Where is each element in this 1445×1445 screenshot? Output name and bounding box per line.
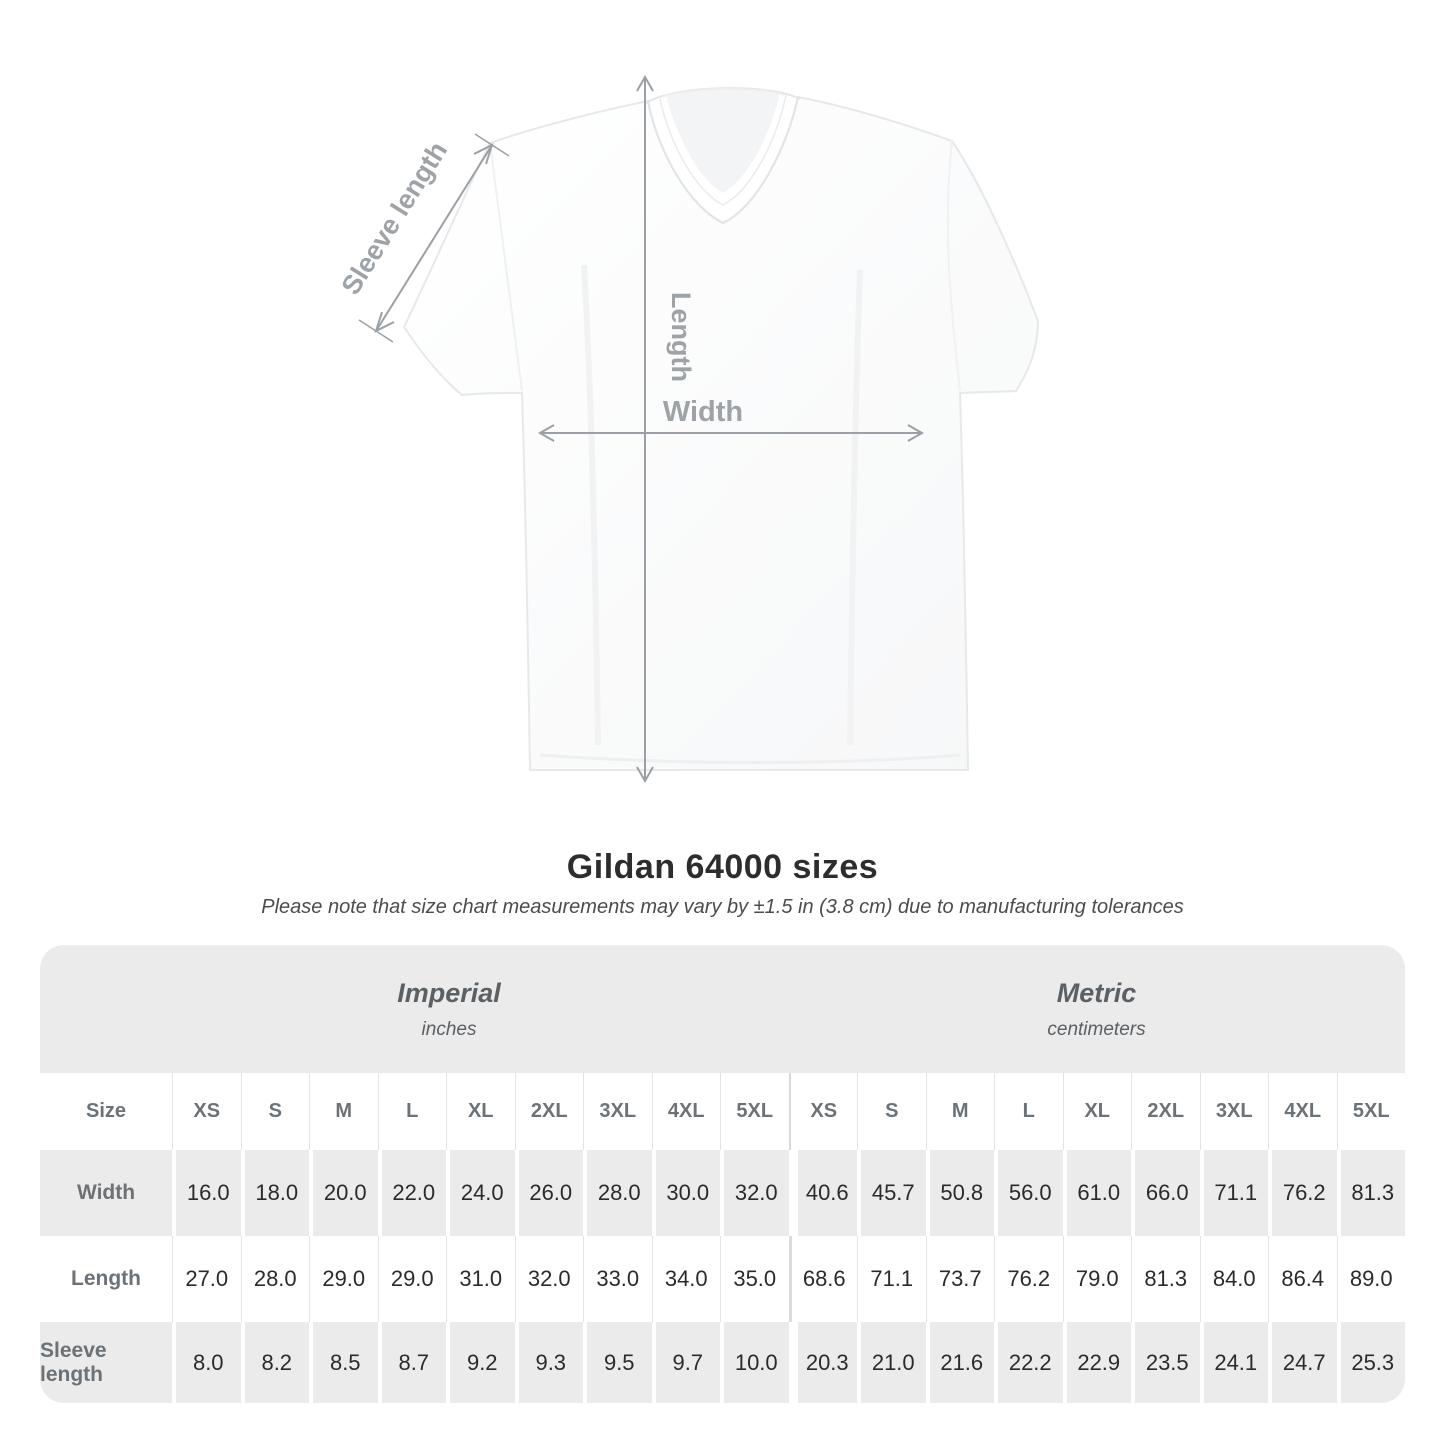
value-cell-imperial: 8.7 xyxy=(378,1322,447,1403)
size-header-cell-metric: XS xyxy=(789,1073,858,1150)
size-header-cell-imperial: S xyxy=(241,1073,310,1150)
value-cell-metric: 73.7 xyxy=(926,1236,995,1322)
size-header-cell-imperial: XL xyxy=(446,1073,515,1150)
sleeve-length-row xyxy=(40,1322,1405,1403)
value-cell-imperial: 24.0 xyxy=(446,1150,515,1236)
value-cell-imperial: 9.5 xyxy=(583,1322,652,1403)
value-cell-metric: 24.1 xyxy=(1200,1322,1269,1403)
size-table xyxy=(40,945,1405,1403)
value-cell-imperial: 8.0 xyxy=(172,1322,241,1403)
row-label: Sleeve length xyxy=(40,1322,172,1403)
value-cell-imperial: 35.0 xyxy=(720,1236,789,1322)
value-cell-metric: 76.2 xyxy=(1268,1150,1337,1236)
size-header-cell-imperial: 2XL xyxy=(515,1073,584,1150)
value-cell-metric: 21.6 xyxy=(926,1322,995,1403)
metric-unit: centimeters xyxy=(1047,1018,1146,1040)
row-label: Width xyxy=(40,1150,172,1236)
value-cell-imperial: 29.0 xyxy=(309,1236,378,1322)
row-label: Length xyxy=(71,1267,141,1290)
size-header-cell-metric: 2XL xyxy=(1131,1073,1200,1150)
imperial-title: Imperial xyxy=(397,977,501,1008)
value-cell-metric: 68.6 xyxy=(789,1236,858,1322)
imperial-section-header xyxy=(40,945,788,1073)
size-header-cell-metric: XL xyxy=(1063,1073,1132,1150)
value-cell-metric: 21.0 xyxy=(857,1322,926,1403)
value-cell-metric: 84.0 xyxy=(1200,1236,1269,1322)
value-cell-imperial: 32.0 xyxy=(720,1150,789,1236)
tshirt-illustration xyxy=(340,55,1060,800)
value-cell-metric: 79.0 xyxy=(1063,1236,1132,1322)
tolerance-note: Please note that size chart measurements may vary by ±1.5 in (3.8 cm) due to manufacturing tolerances xyxy=(261,896,1184,918)
metric-title: Metric xyxy=(1056,977,1137,1008)
width-row xyxy=(40,1150,1405,1236)
value-cell-metric: 89.0 xyxy=(1337,1236,1406,1322)
value-cell-metric: 86.4 xyxy=(1268,1236,1337,1322)
value-cell-metric: 71.1 xyxy=(857,1236,926,1322)
length-row xyxy=(40,1236,1405,1322)
unit-band xyxy=(40,945,1405,1073)
value-cell-imperial: 29.0 xyxy=(378,1236,447,1322)
value-cell-imperial: 10.0 xyxy=(720,1322,789,1403)
value-cell-imperial: 31.0 xyxy=(446,1236,515,1322)
value-cell-metric: 22.9 xyxy=(1063,1322,1132,1403)
size-header-cell-imperial: 5XL xyxy=(720,1073,789,1150)
value-cell-imperial: 20.0 xyxy=(309,1150,378,1236)
value-cell-imperial: 9.3 xyxy=(515,1322,584,1403)
value-cell-metric: 56.0 xyxy=(994,1150,1063,1236)
metric-section-header xyxy=(788,945,1405,1073)
value-cell-imperial: 9.2 xyxy=(446,1322,515,1403)
value-cell-imperial: 18.0 xyxy=(241,1150,310,1236)
value-cell-imperial: 34.0 xyxy=(652,1236,721,1322)
size-header-cell-metric: M xyxy=(926,1073,995,1150)
size-header-cell-imperial: 3XL xyxy=(583,1073,652,1150)
value-cell-imperial: 33.0 xyxy=(583,1236,652,1322)
value-cell-imperial: 8.5 xyxy=(309,1322,378,1403)
value-cell-imperial: 26.0 xyxy=(515,1150,584,1236)
size-header-cell-metric: 5XL xyxy=(1337,1073,1406,1150)
value-cell-metric: 23.5 xyxy=(1131,1322,1200,1403)
size-header-cell-imperial: L xyxy=(378,1073,447,1150)
value-cell-metric: 45.7 xyxy=(857,1150,926,1236)
size-header-cell-metric: 4XL xyxy=(1268,1073,1337,1150)
value-cell-metric: 76.2 xyxy=(994,1236,1063,1322)
size-header-cell-metric: 3XL xyxy=(1200,1073,1269,1150)
page-title: Gildan 64000 sizes xyxy=(566,848,879,886)
value-cell-imperial: 8.2 xyxy=(241,1322,310,1403)
size-header-cell-imperial: M xyxy=(309,1073,378,1150)
length-label: Length xyxy=(666,292,696,382)
imperial-unit: inches xyxy=(421,1018,477,1040)
size-header-cell-metric: S xyxy=(857,1073,926,1150)
tshirt-measurement-diagram xyxy=(340,55,1060,800)
value-cell-metric: 40.6 xyxy=(789,1150,858,1236)
value-cell-metric: 81.3 xyxy=(1131,1236,1200,1322)
value-cell-imperial: 28.0 xyxy=(241,1236,310,1322)
value-cell-metric: 81.3 xyxy=(1337,1150,1406,1236)
value-cell-metric: 50.8 xyxy=(926,1150,995,1236)
size-header-cell-metric: L xyxy=(994,1073,1063,1150)
value-cell-imperial: 32.0 xyxy=(515,1236,584,1322)
width-label: Width xyxy=(662,396,744,428)
collar-inside xyxy=(666,87,780,193)
value-cell-metric: 66.0 xyxy=(1131,1150,1200,1236)
sleeve-length-label: Sleeve length xyxy=(340,136,454,300)
value-cell-metric: 20.3 xyxy=(789,1322,858,1403)
value-cell-metric: 25.3 xyxy=(1337,1322,1406,1403)
size-header-cell-imperial: XS xyxy=(172,1073,241,1150)
value-cell-imperial: 28.0 xyxy=(583,1150,652,1236)
value-cell-metric: 22.2 xyxy=(994,1322,1063,1403)
value-cell-imperial: 22.0 xyxy=(378,1150,447,1236)
value-cell-imperial: 9.7 xyxy=(652,1322,721,1403)
size-header-row xyxy=(40,1073,1405,1150)
value-cell-imperial: 16.0 xyxy=(172,1150,241,1236)
size-header-cell-imperial: 4XL xyxy=(652,1073,721,1150)
value-cell-metric: 71.1 xyxy=(1200,1150,1269,1236)
value-cell-metric: 61.0 xyxy=(1063,1150,1132,1236)
value-cell-metric: 24.7 xyxy=(1268,1322,1337,1403)
size-header-label: Size xyxy=(85,1100,127,1122)
value-cell-imperial: 30.0 xyxy=(652,1150,721,1236)
value-cell-imperial: 27.0 xyxy=(172,1236,241,1322)
